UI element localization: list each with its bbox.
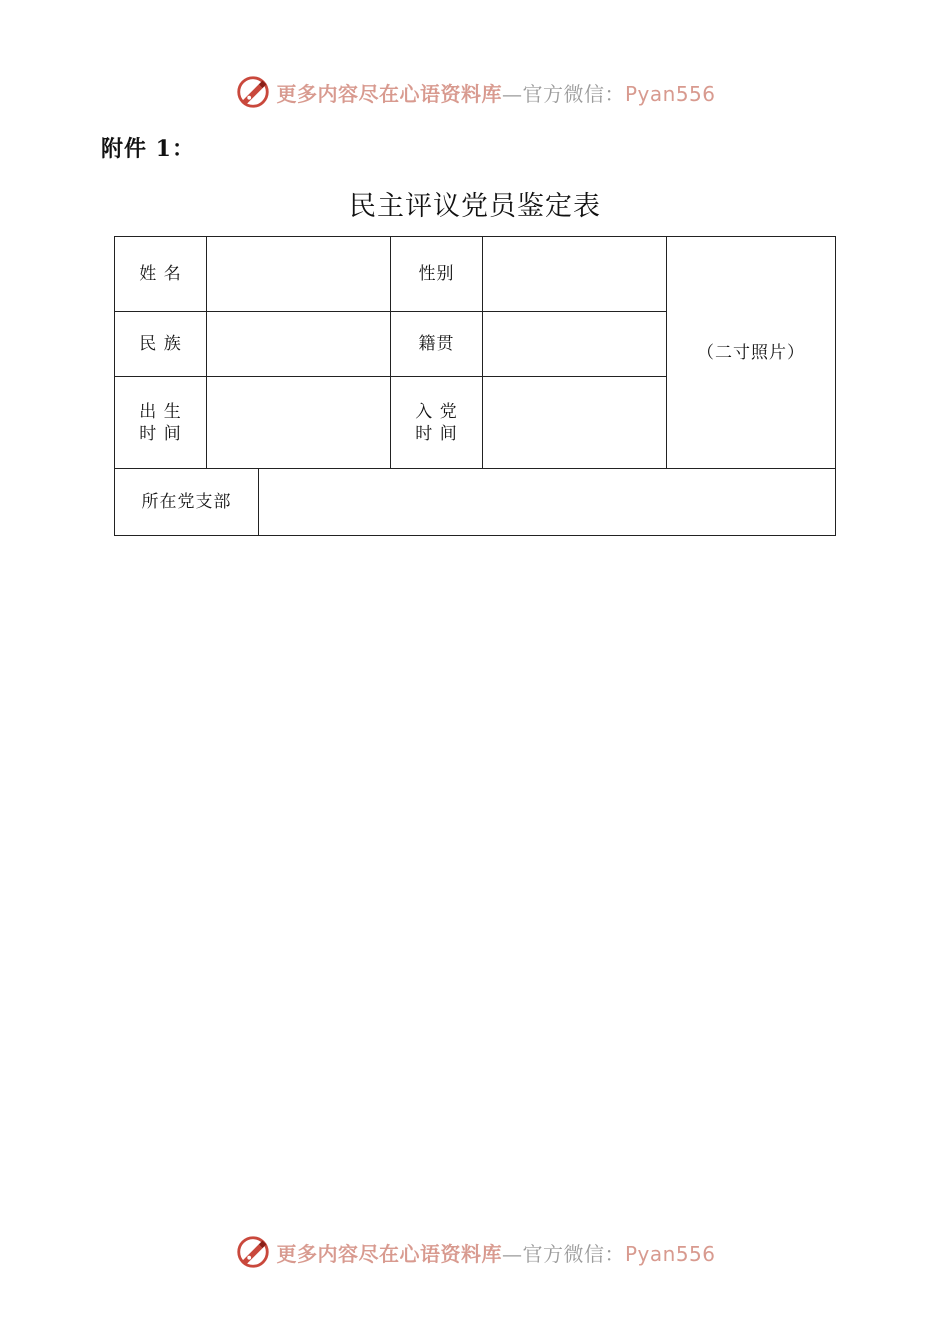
native-place-field[interactable]	[483, 312, 666, 376]
name-label: 姓 名	[139, 264, 182, 284]
watermark-part1: 更多内容尽在心语资料库	[276, 81, 502, 106]
party-branch-label: 所在党支部	[141, 492, 232, 512]
join-party-date-field[interactable]	[483, 377, 666, 468]
watermark-part3: Pyan556	[624, 81, 716, 106]
ethnicity-field[interactable]	[207, 312, 390, 376]
pen-logo-icon	[234, 73, 272, 111]
watermark-part1: 更多内容尽在心语资料库	[276, 1241, 502, 1266]
photo-placeholder: （二寸照片）	[697, 342, 805, 363]
watermark-part2: —官方微信：	[501, 1241, 625, 1266]
watermark-footer	[0, 1232, 950, 1272]
gender-field[interactable]	[483, 237, 666, 311]
evaluation-form-table	[114, 236, 836, 536]
form-title: 民主评议党员鉴定表	[349, 191, 601, 222]
watermark-part2: —官方微信：	[501, 81, 625, 106]
birth-date-label: 出 生 时 间	[139, 401, 182, 444]
watermark-part3: Pyan556	[624, 1241, 716, 1266]
native-place-label: 籍贯	[418, 334, 455, 354]
join-party-date-label: 入 党 时 间	[415, 401, 458, 444]
attachment-label: 附件 1：	[101, 136, 195, 162]
watermark-header	[0, 72, 950, 112]
birth-date-field[interactable]	[207, 377, 390, 468]
name-field[interactable]	[207, 237, 390, 311]
pen-logo-icon	[234, 1233, 272, 1271]
watermark-text	[276, 78, 715, 107]
gender-label: 性别	[418, 264, 455, 284]
watermark-text	[276, 1238, 715, 1267]
ethnicity-label: 民 族	[139, 334, 182, 354]
party-branch-field[interactable]	[259, 469, 835, 535]
